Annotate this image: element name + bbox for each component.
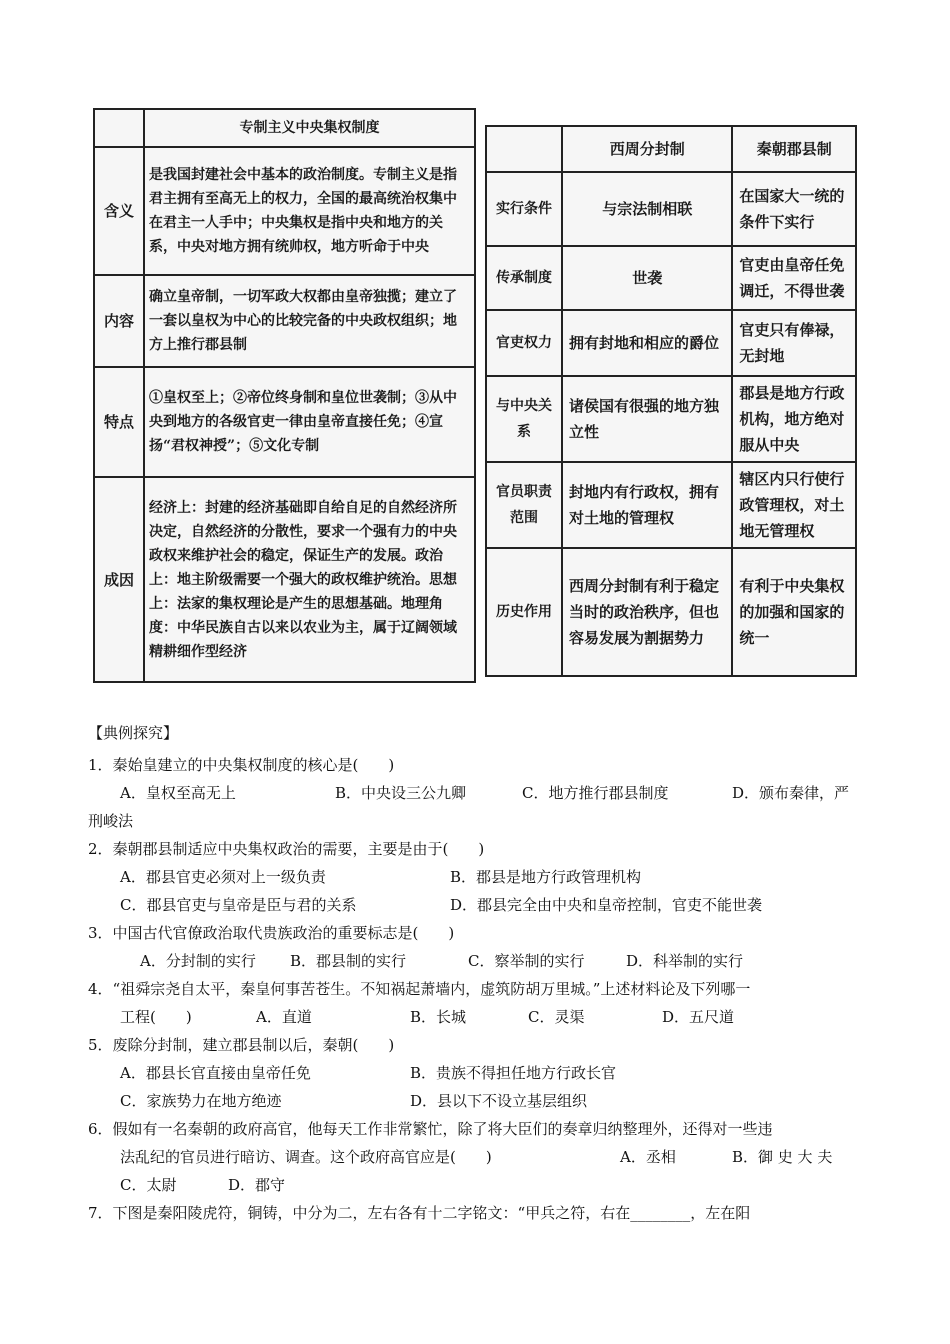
table2-corner xyxy=(486,126,562,172)
question-2-stem: 2．秦朝郡县制适应中央集权政治的需要，主要是由于( ) xyxy=(88,840,485,858)
table2-cell-b: 官吏只有俸禄，无封地 xyxy=(732,310,856,376)
question-5-option-d[interactable]: D．县以下不设立基层组织 xyxy=(410,1092,588,1110)
question-4-stem: 4．“祖舜宗尧自太平，秦皇何事苦苍生。不知祸起萧墙内，虚筑防胡万里城。”上述材料论及下列哪一 xyxy=(88,980,751,998)
question-3-stem: 3．中国古代官僚政治取代贵族政治的重要标志是( ) xyxy=(88,924,455,942)
question-5-option-a[interactable]: A．郡县长官直接由皇帝任免 xyxy=(120,1064,311,1082)
question-1-option-b[interactable]: B．中央设三公九卿 xyxy=(335,784,467,802)
table1-corner xyxy=(94,109,144,147)
table2-col1-header: 西周分封制 xyxy=(562,126,732,172)
question-4-option-d[interactable]: D．五尺道 xyxy=(662,1008,735,1026)
table2-row-label: 官吏权力 xyxy=(486,310,562,376)
table1-label-causes: 成因 xyxy=(94,477,144,682)
question-1-option-a[interactable]: A．皇权至高无上 xyxy=(120,784,236,802)
question-1-option-d[interactable]: D．颁布秦律，严 xyxy=(732,784,850,802)
question-5-option-c[interactable]: C．家族势力在地方绝迹 xyxy=(120,1092,282,1110)
question-6-option-b[interactable]: B．御 史 大 夫 xyxy=(732,1148,833,1166)
question-4-option-b[interactable]: B．长城 xyxy=(410,1008,467,1026)
table2-cell-a: 拥有封地和相应的爵位 xyxy=(562,310,732,376)
centralization-table xyxy=(93,108,476,683)
table2-cell-b: 在国家大一统的条件下实行 xyxy=(732,172,856,246)
question-4-option-c[interactable]: C．灵渠 xyxy=(528,1008,585,1026)
question-4-option-a[interactable]: A．直道 xyxy=(256,1008,312,1026)
question-6-stem: 6．假如有一名秦朝的政府高官，他每天工作非常繁忙，除了将大臣们的奏章归纳整理外，还得对一些违 xyxy=(88,1120,773,1138)
table1-text-features: ①皇权至上；②帝位终身制和皇位世袭制；③从中央到地方的各级官吏一律由皇帝直接任免；④宣扬“君权神授”；⑤文化专制 xyxy=(144,367,475,477)
table2-row-label: 实行条件 xyxy=(486,172,562,246)
table2-col2-header: 秦朝郡县制 xyxy=(732,126,856,172)
table1-label-content: 内容 xyxy=(94,275,144,367)
table2-cell-a: 西周分封制有利于稳定当时的政治秩序，但也容易发展为割据势力 xyxy=(562,548,732,676)
table2-cell-a: 世袭 xyxy=(562,246,732,310)
table1-header: 专制主义中央集权制度 xyxy=(144,109,475,147)
question-6-stem-cont: 法乱纪的官员进行暗访、调查。这个政府高官应是( ) xyxy=(120,1148,492,1166)
question-5-stem: 5．废除分封制，建立郡县制以后，秦朝( ) xyxy=(88,1036,395,1054)
section-title: 【典例探究】 xyxy=(88,724,179,742)
question-6-option-c[interactable]: C．太尉 xyxy=(120,1176,177,1194)
question-7-stem: 7．下图是秦阳陵虎符，铜铸，中分为二，左右各有十二字铭文：“甲兵之符，右在________，左在阳 xyxy=(88,1204,751,1222)
question-5-option-b[interactable]: B．贵族不得担任地方行政长官 xyxy=(410,1064,617,1082)
table2-row-label: 与中央关系 xyxy=(486,376,562,462)
table1-label-features: 特点 xyxy=(94,367,144,477)
table1-text-causes: 经济上：封建的经济基础即自给自足的自然经济所决定，自然经济的分散性，要求一个强有力的中央政权来维护社会的稳定，保证生产的发展。政治上：地主阶级需要一个强大的政权维护统治。思想上：法家的集权理论是产生的思想基础。地理角度：中华民族自古以来以农业为主，属于辽阔领域精耕细作型经济 xyxy=(144,477,475,682)
table1-text-content: 确立皇帝制，一切军政大权都由皇帝独揽；建立了一套以皇权为中心的比较完备的中央政权组织；地方上推行郡县制 xyxy=(144,275,475,367)
question-2-option-a[interactable]: A．郡县官吏必须对上一级负责 xyxy=(120,868,326,886)
question-2-option-d[interactable]: D．郡县完全由中央和皇帝控制，官吏不能世袭 xyxy=(450,896,763,914)
table2-row-label: 历史作用 xyxy=(486,548,562,676)
question-3-option-a[interactable]: A．分封制的实行 xyxy=(140,952,256,970)
question-1-option-d-cont: 刑峻法 xyxy=(88,812,134,830)
question-1-option-c[interactable]: C．地方推行郡县制度 xyxy=(522,784,669,802)
question-2-option-b[interactable]: B．郡县是地方行政管理机构 xyxy=(450,868,642,886)
table2-cell-a: 诸侯国有很强的地方独立性 xyxy=(562,376,732,462)
table1-text-meaning: 是我国封建社会中基本的政治制度。专制主义是指君主拥有至高无上的权力，全国的最高统治权集中在君主一人手中；中央集权是指中央和地方的关系，中央对地方拥有统帅权，地方听命于中央 xyxy=(144,147,475,275)
question-2-option-c[interactable]: C．郡县官吏与皇帝是臣与君的关系 xyxy=(120,896,357,914)
table2-cell-b: 郡县是地方行政机构，地方绝对服从中央 xyxy=(732,376,856,462)
question-4-stem-cont: 工程( ) xyxy=(120,1008,192,1026)
question-6-option-d[interactable]: D．郡守 xyxy=(228,1176,286,1194)
table2-cell-a: 与宗法制相联 xyxy=(562,172,732,246)
fengjian-vs-junxian-table xyxy=(485,125,857,677)
question-3-option-c[interactable]: C．察举制的实行 xyxy=(468,952,585,970)
table1-label-meaning: 含义 xyxy=(94,147,144,275)
table2-cell-b: 官吏由皇帝任免调迁，不得世袭 xyxy=(732,246,856,310)
question-1-stem: 1．秦始皇建立的中央集权制度的核心是( ) xyxy=(88,756,395,774)
question-3-option-b[interactable]: B．郡县制的实行 xyxy=(290,952,407,970)
question-6-option-a[interactable]: A．丞相 xyxy=(620,1148,676,1166)
question-3-option-d[interactable]: D．科举制的实行 xyxy=(626,952,744,970)
table2-cell-b: 有利于中央集权的加强和国家的统一 xyxy=(732,548,856,676)
table2-cell-a: 封地内有行政权，拥有对土地的管理权 xyxy=(562,462,732,548)
table2-cell-b: 辖区内只行使行政管理权，对土地无管理权 xyxy=(732,462,856,548)
table2-row-label: 传承制度 xyxy=(486,246,562,310)
table2-row-label: 官员职责范围 xyxy=(486,462,562,548)
